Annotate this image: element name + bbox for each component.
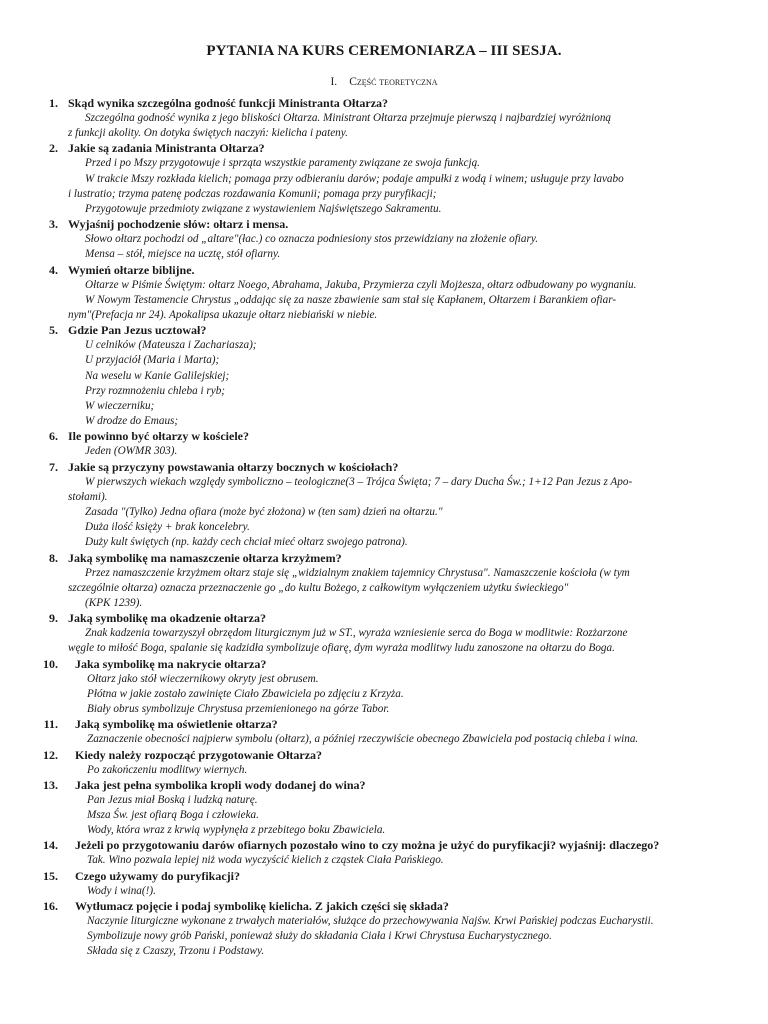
- question-number: 16.: [43, 898, 58, 913]
- question-text: Czego używamy do puryfikacji?: [75, 868, 240, 883]
- question-number: 6.: [49, 429, 58, 444]
- answer-line: Tak. Wino pozwala lepiej niż woda wyczyścić kielich z cząstek Ciała Pańskiego.: [87, 854, 444, 867]
- answer-line: Msza Św. jest ofiarą Boga i człowieka.: [87, 808, 259, 821]
- question-item: [0, 657, 768, 718]
- question-item: [0, 869, 768, 899]
- answer-line: Na weselu w Kanie Galilejskiej;: [85, 369, 230, 382]
- answer-line: W wieczerniku;: [85, 400, 155, 413]
- answer-line: Słowo ołtarz pochodzi od „altare"(łac.) co oznacza podniesiony stos przewidziany na złożenie ofiary.: [85, 233, 539, 246]
- section-title: Część teoretyczna: [349, 76, 438, 88]
- question-item: [0, 611, 768, 656]
- answer-line: Przed i po Mszy przygotowuje i sprząta wszystkie paramenty związane ze swoja funkcją.: [85, 157, 480, 170]
- answer-block: [85, 444, 721, 459]
- answer-block: [87, 763, 723, 778]
- question-item: [0, 429, 768, 459]
- answer-block: [87, 793, 723, 839]
- answer-line: Wody i wina(!).: [87, 884, 156, 897]
- answer-line: Przez namaszczenie krzyżmem ołtarz staje się „widzialnym znakiem tajemnicy Chrystusa". Namaszczenie kościoła (w tym: [85, 566, 630, 579]
- question-text: Jeżeli po przygotowaniu darów ofiarnych pozostało wino to czy można je użyć do puryfikacji? wyjaśnij: dlaczego?: [75, 838, 660, 853]
- question-item: [0, 899, 768, 960]
- answer-line: szczególnie ołtarza) oznacza przeznaczenie go „do kultu Bożego, z całkowitym wyłączeniem użytku świeckiego": [68, 581, 569, 594]
- answer-block: [68, 111, 721, 141]
- answer-block: [68, 278, 721, 324]
- question-text: Jaką symbolikę ma okadzenie ołtarza?: [68, 611, 266, 626]
- answer-line: W Nowym Testamencie Chrystus „oddając się za nasze zbawienie sam stał się Kapłanem, Ołtarzem i Barankiem ofiar-: [85, 293, 617, 306]
- answer-block: [87, 732, 723, 747]
- question-item: [0, 838, 768, 868]
- question-number: 4.: [49, 262, 58, 277]
- answer-line: węgle to miłość Boga, spalanie się kadzidła symbolizuje ofiarę, dym wyraża modlitwy ludu zanoszone na ołtarzu do Boga.: [68, 642, 615, 655]
- question-item: [0, 778, 768, 839]
- answer-line: Przygotowuje przedmioty związane z wystawieniem Najświętszego Sakramentu.: [85, 203, 442, 216]
- question-item: [0, 717, 768, 747]
- answer-block: [87, 672, 723, 718]
- question-item: [0, 263, 768, 324]
- answer-line: Ołtarz jako stół wieczernikowy okryty jest obrusem.: [87, 672, 319, 685]
- section-heading: [0, 76, 768, 88]
- question-text: Jakie są zadania Ministranta Ołtarza?: [68, 141, 265, 156]
- question-number: 2.: [49, 141, 58, 156]
- question-item: [0, 96, 768, 141]
- answer-line: Zasada "(Tylko) Jedna ofiara (może być złożona) w (ten sam) dzień na ołtarzu.": [85, 506, 443, 519]
- answer-line: U przyjaciół (Maria i Marta);: [85, 354, 220, 367]
- answer-line: nym"(Prefacja nr 24). Apokalipsa ukazuje ołtarz niebiański w niebie.: [68, 309, 378, 322]
- question-item: [0, 217, 768, 262]
- answer-line: Mensa – stół, miejsce na ucztę, stół ofiarny.: [85, 248, 281, 261]
- answer-line: Duża ilość księży + brak koncelebry.: [85, 521, 250, 534]
- answer-line: Przy rozmnożeniu chleba i ryb;: [85, 384, 226, 397]
- question-item: [0, 141, 768, 217]
- question-text: Jaką symbolikę ma oświetlenie ołtarza?: [75, 717, 278, 732]
- answer-line: Po zakończeniu modlitwy wiernych.: [87, 763, 248, 776]
- page-title: PYTANIA NA KURS CEREMONIARZA – III SESJA.: [206, 43, 562, 59]
- answer-block: [85, 232, 721, 262]
- answer-line: Symbolizuje nowy grób Pański, ponieważ służy do składania Ciała i Krwi Chrystusa Eucharystycznego.: [87, 929, 552, 942]
- question-item: [0, 323, 768, 429]
- answer-block: [68, 475, 721, 551]
- question-number: 10.: [43, 656, 58, 671]
- question-text: Kiedy należy rozpocząć przygotowanie Ołtarza?: [75, 747, 323, 762]
- answer-line: Zaznaczenie obecności najpierw symbolu (ołtarz), a później rzeczywiście obecnego Zbawiciela pod postacią chleba i wina.: [87, 733, 639, 746]
- question-text: Gdzie Pan Jezus ucztował?: [68, 323, 207, 338]
- question-text: Jakie są przyczyny powstawania ołtarzy bocznych w kościołach?: [68, 459, 399, 474]
- question-number: 11.: [43, 717, 58, 732]
- question-item: [0, 460, 768, 551]
- question-number: 8.: [49, 550, 58, 565]
- answer-line: W drodze do Emaus;: [85, 415, 179, 428]
- answer-line: Biały obrus symbolizuje Chrystusa przemienionego na górze Tabor.: [87, 703, 390, 716]
- answer-block: [85, 338, 721, 429]
- question-text: Jaka symbolikę ma nakrycie ołtarza?: [75, 656, 267, 671]
- question-number: 12.: [43, 747, 58, 762]
- answer-line: U celników (Mateusza i Zachariasza);: [85, 339, 257, 352]
- question-text: Wyjaśnij pochodzenie słów: ołtarz i mensa.: [68, 217, 289, 232]
- answer-block: [68, 156, 721, 217]
- answer-block: [68, 626, 721, 656]
- answer-block: [87, 914, 723, 960]
- question-text: Jaką symbolikę ma namaszczenie ołtarza krzyżmem?: [68, 550, 342, 565]
- section-number: I.: [330, 76, 338, 88]
- answer-block: [68, 566, 721, 612]
- answer-line: W pierwszych wiekach względy symboliczno – teologiczne(3 – Trójca Święta; 7 – dary Ducha Św.; 1+12 Pan Jezus z Apo-: [85, 475, 633, 488]
- answer-line: Naczynie liturgiczne wykonane z trwałych materiałów, służące do przechowywania Najśw. Krwi Pańskiej podczas Eucharystii.: [87, 914, 654, 927]
- question-number: 15.: [43, 868, 58, 883]
- answer-line: z funkcji akolity. On dotyka świętych naczyń: kielicha i pateny.: [68, 127, 348, 140]
- answer-line: Pan Jezus miał Boską i ludzką naturę.: [87, 793, 258, 806]
- answer-line: Płótna w jakie zostało zawinięte Ciało Zbawiciela po zdjęciu z Krzyża.: [87, 687, 404, 700]
- answer-line: i lustratio; trzyma patenę podczas rozdawania Komunii; pomaga przy puryfikacji;: [68, 187, 437, 200]
- answer-block: [87, 884, 723, 899]
- answer-line: Znak kadzenia towarzyszył obrzędom liturgicznym już w ST., wyraża wzniesienie serca do Boga w modlitwie: Rozżarzone: [85, 627, 628, 640]
- question-number: 13.: [43, 777, 58, 792]
- answer-line: Wody, która wraz z krwią wypłynęła z przebitego boku Zbawiciela.: [87, 824, 386, 837]
- question-text: Wymień ołtarze biblijne.: [68, 262, 195, 277]
- answer-line: Duży kult świętych (np. każdy cech chciał mieć ołtarz swojego patrona).: [85, 536, 408, 549]
- question-item: [0, 551, 768, 612]
- answer-line: W trakcie Mszy rozkłada kielich; pomaga przy odbieraniu darów; podaje ampułki z wodą i winem; usługuje przy lavabo: [85, 172, 624, 185]
- question-number: 3.: [49, 217, 58, 232]
- question-text: Jaka jest pełna symbolika kropli wody dodanej do wina?: [75, 777, 366, 792]
- question-text: Ile powinno być ołtarzy w kościele?: [68, 429, 249, 444]
- question-number: 14.: [43, 838, 58, 853]
- answer-line: Składa się z Czaszy, Trzonu i Podstawy.: [87, 945, 265, 958]
- question-text: Skąd wynika szczególna godność funkcji Ministranta Ołtarza?: [68, 96, 389, 110]
- answer-line: (KPK 1239).: [85, 597, 143, 610]
- question-item: [0, 748, 768, 778]
- answer-block: [87, 853, 723, 868]
- question-number: 1.: [49, 96, 58, 110]
- answer-line: Jeden (OWMR 303).: [85, 445, 178, 458]
- question-number: 7.: [49, 459, 58, 474]
- answer-line: Ołtarze w Piśmie Świętym: ołtarz Noego, Abrahama, Jakuba, Przymierza czyli Mojżesza, ołtarz odbudowany po wygnaniu.: [85, 278, 637, 291]
- answer-line: stołami).: [68, 490, 108, 503]
- question-list: [0, 96, 768, 959]
- question-number: 5.: [49, 323, 58, 338]
- question-number: 9.: [49, 611, 58, 626]
- answer-line: Szczególna godność wynika z jego bliskości Ołtarza. Ministrant Ołtarza przejmuje pierwszą i najbardziej wyróżnioną: [85, 112, 612, 124]
- question-text: Wytłumacz pojęcie i podaj symbolikę kielicha. Z jakich części się składa?: [75, 898, 449, 913]
